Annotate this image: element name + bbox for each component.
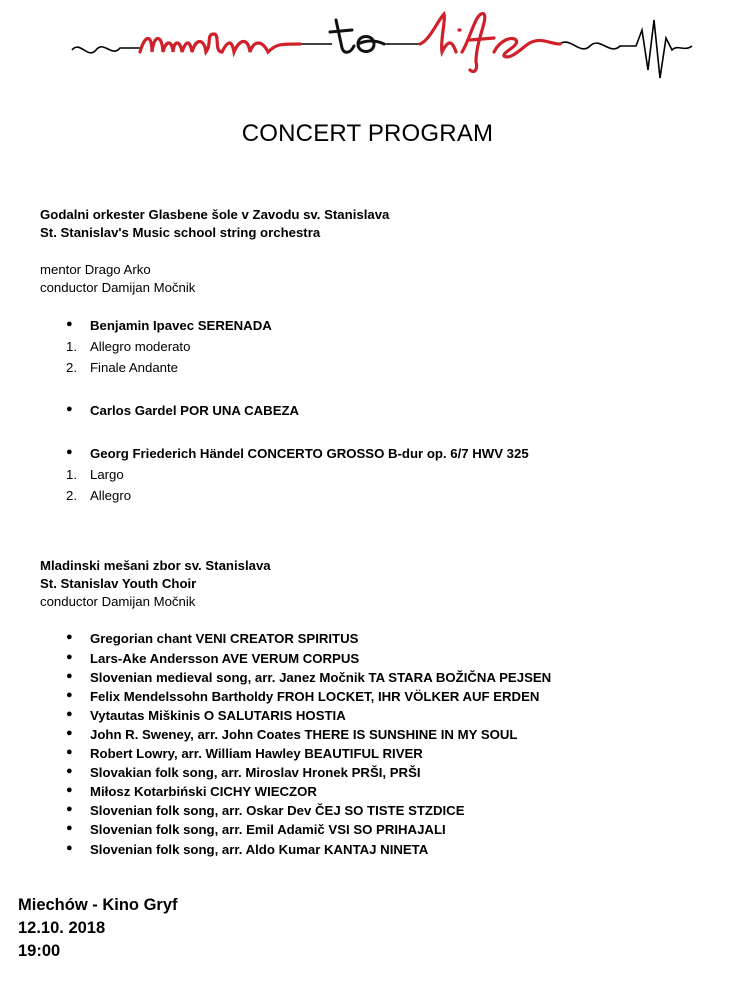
bullet-icon: ● [66,842,73,854]
bullet-icon: ● [66,784,73,796]
choir-name-english: St. Stanislav Youth Choir [40,576,197,591]
piece-title: Carlos Gardel POR UNA CABEZA [90,403,300,418]
time: 19:00 [18,942,61,960]
bullet-icon: ● [66,651,73,663]
movement-title: Allegro moderato [90,339,191,354]
bullet-icon: ● [66,803,73,815]
music-to-life-logo [0,0,735,95]
piece-title: Slovenian folk song, arr. Oskar Dev ČEJ SO TISTE STZDICE [90,803,465,818]
piece-title: Slovenian medieval song, arr. Janez Močnik TA STARA BOŽIČNA PEJSEN [90,670,552,685]
piece-title: Benjamin Ipavec SERENADA [90,318,272,333]
movement-title: Finale Andante [90,360,178,375]
piece-title: Slovenian folk song, arr. Emil Adamič VSI SO PRIHAJALI [90,822,446,837]
orchestra-conductor: conductor Damijan Močnik [40,280,196,295]
bullet-icon: ● [66,446,73,458]
piece-title: Miłosz Kotarbiński CICHY WIECZOR [90,784,317,799]
bullet-icon: ● [66,689,73,701]
bullet-icon: ● [66,746,73,758]
piece-title: Georg Friederich Händel CONCERTO GROSSO B-dur op. 6/7 HWV 325 [90,446,529,461]
bullet-icon: ● [66,318,73,330]
movement-title: Allegro [90,488,132,503]
choir-conductor: conductor Damijan Močnik [40,594,196,609]
bullet-icon: ● [66,765,73,777]
list-number: 2. [66,488,77,503]
bullet-icon: ● [66,708,73,720]
orchestra-name-english: St. Stanislav's Music school string orchestra [40,225,321,240]
choir-name-slovene: Mladinski mešani zbor sv. Stanislava [40,558,271,573]
movement-title: Largo [90,467,124,482]
piece-title: Felix Mendelssohn Bartholdy FROH LOCKET, IHR VÖLKER AUF ERDEN [90,689,540,704]
bullet-icon: ● [66,403,73,415]
piece-title: Slovakian folk song, arr. Miroslav Hronek PRŠI, PRŠI [90,765,421,780]
bullet-icon: ● [66,670,73,682]
orchestra-name-slovene: Godalni orkester Glasbene šole v Zavodu sv. Stanislava [40,207,390,222]
piece-title: Slovenian folk song, arr. Aldo Kumar KANTAJ NINETA [90,842,429,857]
piece-title: Robert Lowry, arr. William Hawley BEAUTIFUL RIVER [90,746,423,761]
bullet-icon: ● [66,822,73,834]
bullet-icon: ● [66,727,73,739]
piece-title: Lars-Ake Andersson AVE VERUM CORPUS [90,651,360,666]
piece-title: John R. Sweney, arr. John Coates THERE IS SUNSHINE IN MY SOUL [90,727,518,742]
venue: Miechów - Kino Gryf [18,896,178,914]
list-number: 1. [66,467,77,482]
orchestra-mentor: mentor Drago Arko [40,262,151,277]
bullet-icon: ● [66,631,73,643]
page-title: CONCERT PROGRAM [241,120,494,147]
piece-title: Gregorian chant VENI CREATOR SPIRITUS [90,631,359,646]
list-number: 2. [66,360,77,375]
date: 12.10. 2018 [18,919,106,937]
list-number: 1. [66,339,77,354]
piece-title: Vytautas Miškinis O SALUTARIS HOSTIA [90,708,346,723]
